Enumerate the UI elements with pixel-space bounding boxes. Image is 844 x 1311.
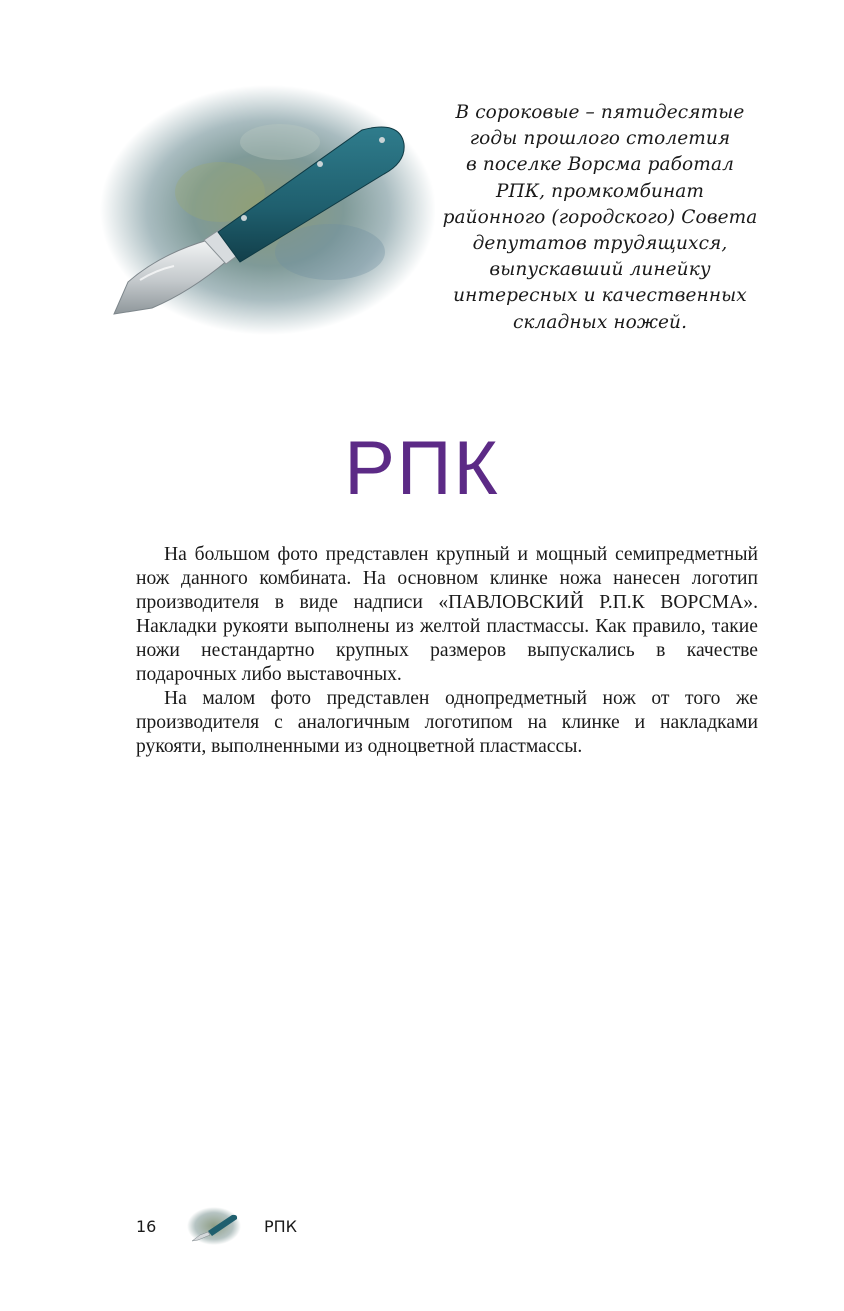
running-head: РПК xyxy=(264,1217,298,1236)
page-number: 16 xyxy=(136,1217,157,1236)
photo-caption: В сороковые – пятидесятые годы прошлого столетия в поселке Ворсма работал РПК, промкомбинат районного (городского) Совета депутатов трудящихся, выпускавший линейку интересных и качественных складных ножей. xyxy=(442,102,758,333)
body-paragraph-1: На большом фото представлен крупный и мощный семипредметный нож данного комбината. На основном клинке ножа нанесен логотип производителя в виде надписи «ПАВЛОВСКИЙ Р.П.К ВОРСМА». Накладки рукояти выполнены из желтой пластмассы. Как правило, такие ножи нестандартно крупных размеров выпускались в качестве подарочных либо выставочных. xyxy=(136,544,758,685)
body-text xyxy=(136,543,758,759)
knife-photo xyxy=(100,82,435,337)
body-paragraph-2: На малом фото представлен однопредметный нож от того же производителя с аналогичным логотипом на клинке и накладками рукояти, выполненными из одноцветной пластмассы. xyxy=(136,688,758,757)
page-footer xyxy=(136,1205,436,1249)
chapter-title: РПК xyxy=(344,426,500,511)
knife-thumbnail-icon xyxy=(186,1205,242,1247)
